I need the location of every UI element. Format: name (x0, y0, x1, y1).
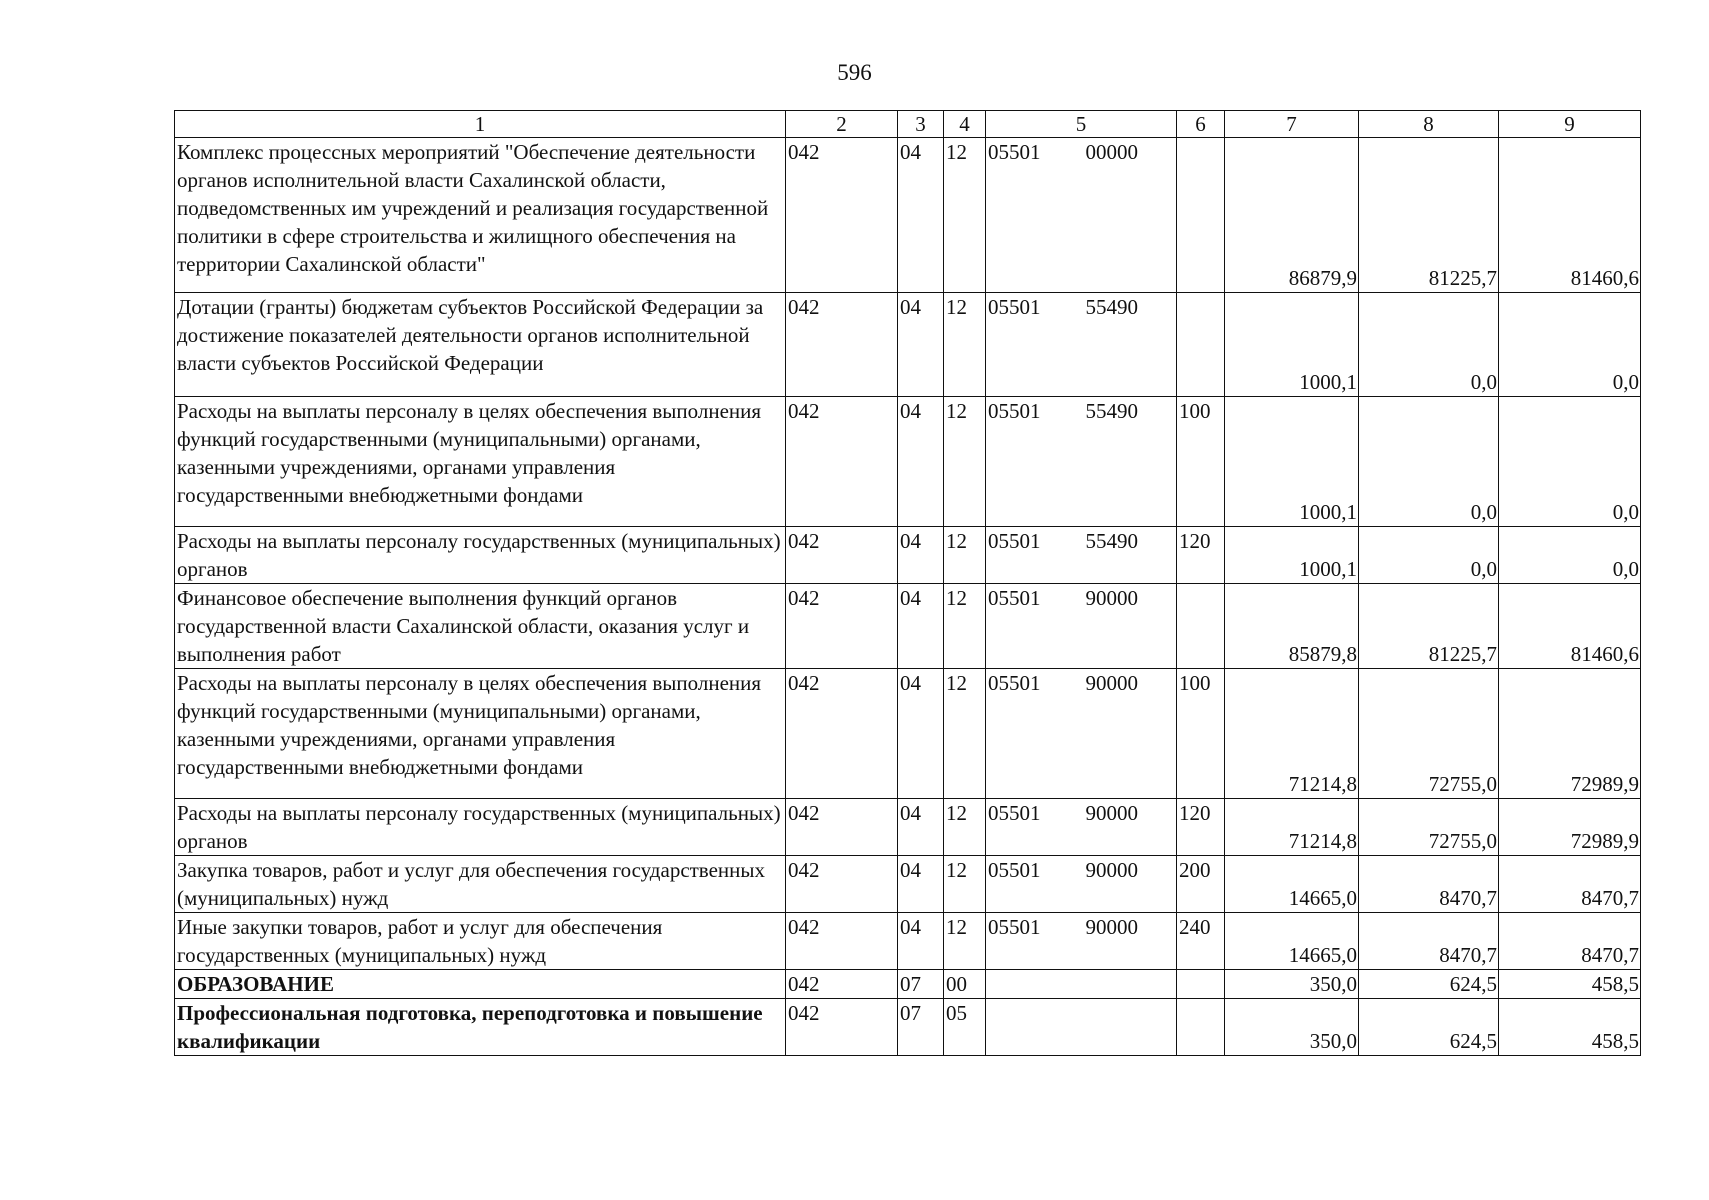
row-col-5-direction: 55490 (1085, 399, 1138, 423)
row-col-6: 200 (1177, 856, 1225, 913)
row-col-6: 240 (1177, 913, 1225, 970)
row-col-2: 042 (786, 669, 898, 799)
row-col-5-codes (988, 856, 1174, 884)
row-col-8: 72755,0 (1359, 799, 1499, 856)
row-col-3: 04 (898, 397, 944, 527)
row-col-8: 8470,7 (1359, 913, 1499, 970)
row-col-6: 100 (1177, 397, 1225, 527)
row-col-5-direction: 90000 (1085, 915, 1138, 939)
row-col-2: 042 (786, 293, 898, 397)
row-col-8: 624,5 (1359, 999, 1499, 1056)
row-col-5 (986, 999, 1177, 1056)
table-row (175, 397, 1641, 527)
row-col-5-program: 05501 (988, 529, 1041, 553)
row-name: Закупка товаров, работ и услуг для обеспечения государственных (муниципальных) нужд (175, 856, 786, 913)
col-header-4: 4 (944, 111, 986, 138)
row-col-7: 1000,1 (1225, 397, 1359, 527)
row-col-5-codes (988, 397, 1174, 425)
table-row (175, 799, 1641, 856)
row-col-5-codes (988, 913, 1174, 941)
header-row (175, 111, 1641, 138)
row-col-2: 042 (786, 397, 898, 527)
row-col-9: 0,0 (1499, 293, 1641, 397)
row-col-5 (986, 293, 1177, 397)
row-col-5-direction: 55490 (1085, 295, 1138, 319)
row-col-9: 8470,7 (1499, 913, 1641, 970)
row-col-2: 042 (786, 999, 898, 1056)
table-row (175, 669, 1641, 799)
row-col-5-program: 05501 (988, 399, 1041, 423)
budget-table (174, 110, 1641, 1056)
row-col-4: 12 (944, 856, 986, 913)
row-col-7: 71214,8 (1225, 669, 1359, 799)
row-col-4: 12 (944, 293, 986, 397)
row-name: Расходы на выплаты персоналу в целях обеспечения выполнения функций государственными (муниципальными) органами, казенными учреждениями, органами управления государственными внебюджетными фондами (175, 397, 786, 527)
row-col-8: 0,0 (1359, 527, 1499, 584)
row-col-5-direction: 90000 (1085, 671, 1138, 695)
row-col-5-program: 05501 (988, 140, 1041, 164)
row-name: Иные закупки товаров, работ и услуг для обеспечения государственных (муниципальных) нужд (175, 913, 786, 970)
table-row (175, 138, 1641, 293)
row-col-4: 12 (944, 913, 986, 970)
row-col-3: 04 (898, 799, 944, 856)
row-col-5-direction: 90000 (1085, 858, 1138, 882)
row-col-4: 00 (944, 970, 986, 999)
row-col-2: 042 (786, 799, 898, 856)
row-col-4: 12 (944, 527, 986, 584)
row-name: ОБРАЗОВАНИЕ (175, 970, 786, 999)
table-row (175, 856, 1641, 913)
row-col-3: 04 (898, 584, 944, 669)
row-col-2: 042 (786, 970, 898, 999)
row-col-9: 81460,6 (1499, 138, 1641, 293)
row-col-9: 72989,9 (1499, 669, 1641, 799)
row-col-6: 100 (1177, 669, 1225, 799)
row-col-5-codes (988, 138, 1174, 166)
row-col-5 (986, 669, 1177, 799)
table-row (175, 999, 1641, 1056)
table-row (175, 527, 1641, 584)
row-name: Расходы на выплаты персоналу в целях обеспечения выполнения функций государственными (муниципальными) органами, казенными учреждениями, органами управления государственными внебюджетными фондами (175, 669, 786, 799)
row-col-3: 07 (898, 999, 944, 1056)
row-col-5-direction: 90000 (1085, 586, 1138, 610)
col-header-8: 8 (1359, 111, 1499, 138)
row-col-5-codes (988, 799, 1174, 827)
row-col-5 (986, 856, 1177, 913)
row-col-4: 12 (944, 669, 986, 799)
row-col-8: 8470,7 (1359, 856, 1499, 913)
row-col-7: 1000,1 (1225, 527, 1359, 584)
page-number: 596 (837, 60, 872, 85)
row-col-7: 14665,0 (1225, 913, 1359, 970)
row-col-5-codes (988, 527, 1174, 555)
row-col-5-program: 05501 (988, 671, 1041, 695)
row-col-3: 04 (898, 669, 944, 799)
row-col-7: 14665,0 (1225, 856, 1359, 913)
col-header-9: 9 (1499, 111, 1641, 138)
row-col-7: 85879,8 (1225, 584, 1359, 669)
row-col-5-program: 05501 (988, 858, 1041, 882)
row-col-9: 458,5 (1499, 970, 1641, 999)
row-name: Комплекс процессных мероприятий "Обеспечение деятельности органов исполнительной власти Сахалинской области, подведомственных им учреждений и реализация государственной политики в сфере строительства и жилищного обеспечения на территории Сахалинской области" (175, 138, 786, 293)
col-header-5: 5 (986, 111, 1177, 138)
table-row (175, 970, 1641, 999)
row-col-7: 350,0 (1225, 999, 1359, 1056)
row-col-5 (986, 138, 1177, 293)
table-row (175, 913, 1641, 970)
row-col-5-program: 05501 (988, 586, 1041, 610)
row-col-3: 07 (898, 970, 944, 999)
row-col-6 (1177, 138, 1225, 293)
row-col-5-direction: 55490 (1085, 529, 1138, 553)
row-col-5-direction: 90000 (1085, 801, 1138, 825)
row-col-9: 0,0 (1499, 397, 1641, 527)
row-col-8: 0,0 (1359, 397, 1499, 527)
col-header-7: 7 (1225, 111, 1359, 138)
row-col-8: 72755,0 (1359, 669, 1499, 799)
row-col-2: 042 (786, 856, 898, 913)
row-col-7: 1000,1 (1225, 293, 1359, 397)
col-header-2: 2 (786, 111, 898, 138)
row-col-6 (1177, 970, 1225, 999)
row-col-4: 12 (944, 397, 986, 527)
row-col-6 (1177, 293, 1225, 397)
row-name: Дотации (гранты) бюджетам субъектов Российской Федерации за достижение показателей деятельности органов исполнительной власти субъектов Российской Федерации (175, 293, 786, 397)
col-header-3: 3 (898, 111, 944, 138)
row-col-8: 81225,7 (1359, 138, 1499, 293)
row-col-9: 81460,6 (1499, 584, 1641, 669)
row-col-2: 042 (786, 913, 898, 970)
row-col-5-program: 05501 (988, 801, 1041, 825)
row-col-5-codes (988, 669, 1174, 697)
row-col-6 (1177, 999, 1225, 1056)
row-col-4: 05 (944, 999, 986, 1056)
row-col-6: 120 (1177, 527, 1225, 584)
row-col-6: 120 (1177, 799, 1225, 856)
row-col-5 (986, 584, 1177, 669)
row-col-9: 72989,9 (1499, 799, 1641, 856)
row-col-5-program: 05501 (988, 295, 1041, 319)
row-col-2: 042 (786, 527, 898, 584)
row-col-9: 458,5 (1499, 999, 1641, 1056)
row-col-5-codes (988, 293, 1174, 321)
table-row (175, 584, 1641, 669)
row-col-4: 12 (944, 799, 986, 856)
row-name: Финансовое обеспечение выполнения функций органов государственной власти Сахалинской области, оказания услуг и выполнения работ (175, 584, 786, 669)
row-col-4: 12 (944, 584, 986, 669)
row-name: Профессиональная подготовка, переподготовка и повышение квалификации (175, 999, 786, 1056)
row-col-8: 0,0 (1359, 293, 1499, 397)
row-col-5-direction: 00000 (1085, 140, 1138, 164)
row-col-9: 0,0 (1499, 527, 1641, 584)
row-col-7: 71214,8 (1225, 799, 1359, 856)
row-col-3: 04 (898, 856, 944, 913)
row-col-3: 04 (898, 138, 944, 293)
row-col-7: 86879,9 (1225, 138, 1359, 293)
col-header-6: 6 (1177, 111, 1225, 138)
row-col-5 (986, 970, 1177, 999)
row-col-5-program: 05501 (988, 915, 1041, 939)
row-col-3: 04 (898, 527, 944, 584)
row-col-5 (986, 527, 1177, 584)
row-col-5-codes (988, 584, 1174, 612)
row-col-5 (986, 799, 1177, 856)
row-name: Расходы на выплаты персоналу государственных (муниципальных) органов (175, 527, 786, 584)
row-col-8: 624,5 (1359, 970, 1499, 999)
table-row (175, 293, 1641, 397)
row-col-5 (986, 397, 1177, 527)
row-col-8: 81225,7 (1359, 584, 1499, 669)
row-col-7: 350,0 (1225, 970, 1359, 999)
row-name: Расходы на выплаты персоналу государственных (муниципальных) органов (175, 799, 786, 856)
row-col-2: 042 (786, 584, 898, 669)
row-col-9: 8470,7 (1499, 856, 1641, 913)
row-col-5 (986, 913, 1177, 970)
row-col-3: 04 (898, 293, 944, 397)
row-col-2: 042 (786, 138, 898, 293)
row-col-3: 04 (898, 913, 944, 970)
col-header-1: 1 (175, 111, 786, 138)
row-col-4: 12 (944, 138, 986, 293)
row-col-6 (1177, 584, 1225, 669)
